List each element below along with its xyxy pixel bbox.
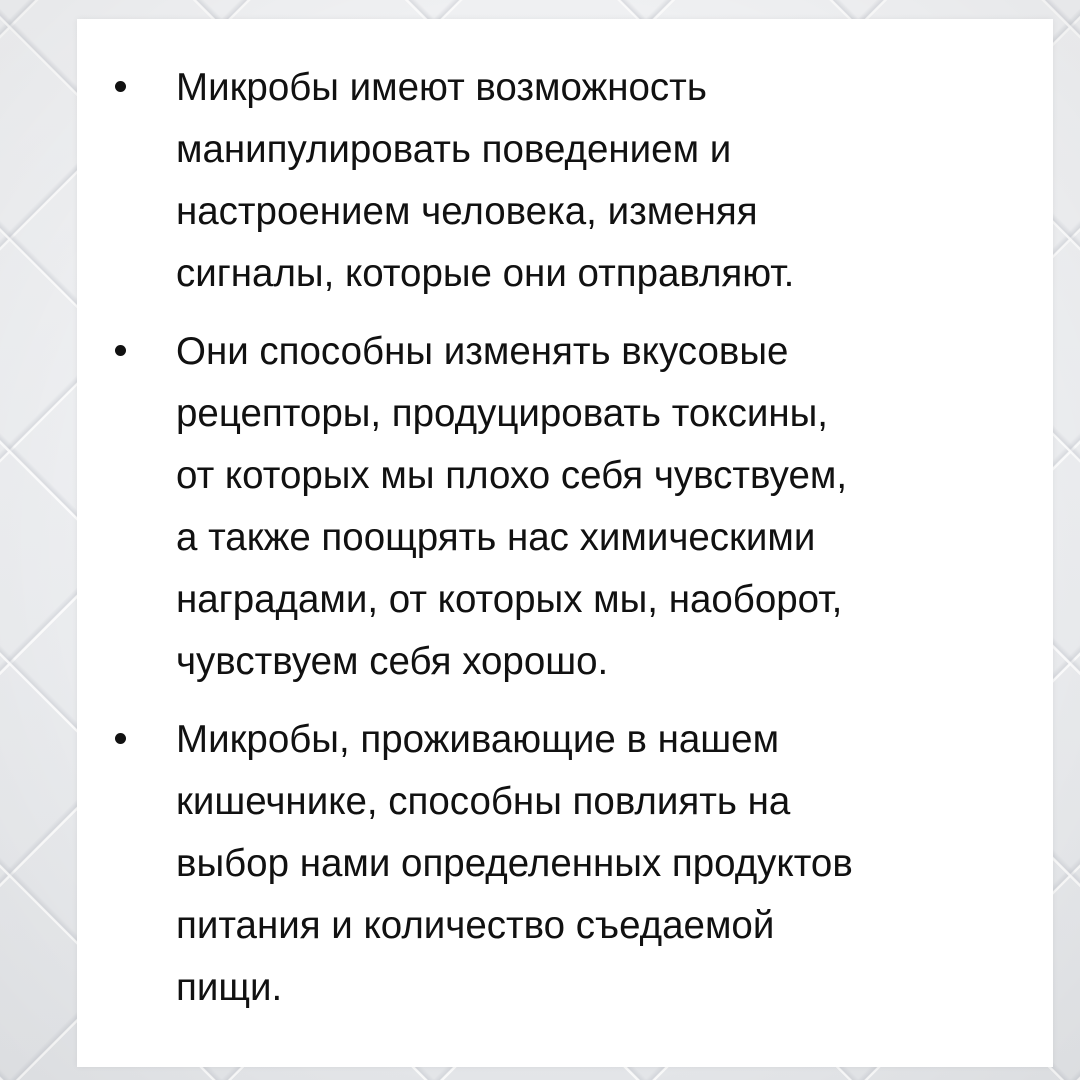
list-item [77, 57, 1037, 305]
list-item-line: сигналы, которые они отправляют. [176, 252, 795, 295]
list-item-line: настроением человека, изменяя [176, 190, 758, 233]
list-item [77, 321, 1037, 693]
list-item-line: кишечнике, способны повлиять на [176, 780, 791, 823]
list-item-line: пищи. [176, 966, 283, 1009]
list-item-line: чувствуем себя хорошо. [176, 640, 609, 683]
list-item [77, 709, 1037, 1019]
list-item-line: Микробы, проживающие в нашем [176, 718, 780, 761]
bullet-icon [115, 345, 126, 356]
list-item-line: манипулировать поведением и [176, 128, 732, 171]
list-item-line: Они способны изменять вкусовые [176, 330, 789, 373]
bullet-list [77, 57, 1037, 1035]
list-item-line: наградами, от которых мы, наоборот, [176, 578, 843, 621]
list-item-line: питания и количество съедаемой [176, 904, 775, 947]
list-item-line: от которых мы плохо себя чувствуем, [176, 454, 848, 497]
bullet-icon [115, 81, 126, 92]
content-card [77, 19, 1053, 1067]
list-item-line: выбор нами определенных продуктов [176, 842, 853, 885]
list-item-line: Микробы имеют возможность [176, 66, 707, 109]
list-item-line: а также поощрять нас химическими [176, 516, 816, 559]
list-item-line: рецепторы, продуцировать токсины, [176, 392, 828, 435]
bullet-icon [115, 733, 126, 744]
